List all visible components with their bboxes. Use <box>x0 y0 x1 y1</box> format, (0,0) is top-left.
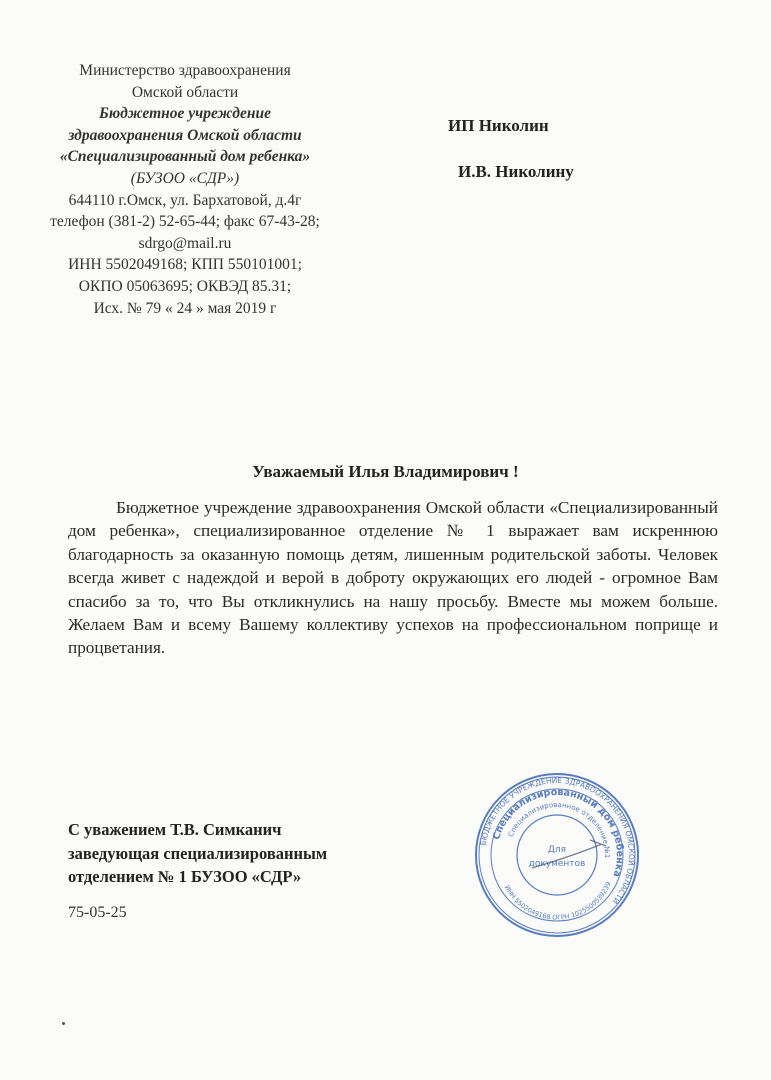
signature-line-2: заведующая специализированным <box>68 843 328 863</box>
stamp-center-line-2: документов <box>528 859 586 869</box>
sender-inn-kpp: ИНН 5502049168; КПП 550101001; <box>68 256 302 274</box>
sender-email: sdrgo@mail.ru <box>138 234 232 252</box>
ministry-line-1: Министерство здравоохранения <box>79 62 291 79</box>
letter-body: Бюджетное учреждение здравоохранения Омской области «Специализированный дом ребенка», специализированное отделение № 1 выражает вам искреннюю благодарность за оказанную помощь детям, лишенным родительской заботы. Человек всегда живет с надеждой и верой в доброту окружающих его людей - огромное Вам спасибо за то, что Вы откликнулись на нашу просьбу. Вместе мы можем больше. Желаем Вам и всему Вашему коллективу успехов на профессиональном поприще и процветания. <box>68 498 718 658</box>
institution-line-1: Бюджетное учреждение <box>99 105 271 123</box>
stamp-bottom-text: ИНН 5502049168 ОГРН 1025500539239 <box>502 880 613 922</box>
stamp-middle-text: Специализированный дом ребенка <box>491 786 626 879</box>
signature-block <box>68 818 327 889</box>
institution-line-2: здравоохранения Омской области <box>68 126 302 144</box>
sender-address: 644110 г.Омск, ул. Бархатовой, д.4г <box>68 191 302 209</box>
salutation: Уважаемый Илья Владимирович ! <box>252 462 519 481</box>
contact-phone: 75-05-25 <box>68 904 127 921</box>
stamp-outer-text: БЮДЖЕТНОЕ УЧРЕЖДЕНИЕ ЗДРАВООХРАНЕНИЯ ОМСКОЙ ОБЛАСТИ <box>478 775 637 906</box>
institution-abbr: (БУЗОО «СДР») <box>130 169 240 187</box>
sender-phone-fax: телефон (381-2) 52-65-44; факс 67-43-28; <box>50 213 320 231</box>
signature-line-3: отделением № 1 БУЗОО «СДР» <box>68 867 302 886</box>
institution-line-3: «Специализированный дом ребенка» <box>59 148 311 166</box>
signature-line-1: С уважением Т.В. Симканич <box>68 820 282 839</box>
ministry-line-2: Омской области <box>131 83 239 101</box>
outgoing-ref: Исх. № 79 « 24 » мая 2019 г <box>93 299 277 317</box>
stamp-center-line-1: Для <box>547 845 567 855</box>
stamp-inner-text: Специализированное отделение №1 <box>506 800 612 859</box>
recipient-block <box>430 116 574 182</box>
stamp-graphic <box>472 770 642 940</box>
official-stamp <box>472 770 642 940</box>
recipient-line-1: ИП Николин <box>448 116 549 135</box>
sender-block <box>30 60 340 319</box>
recipient-line-2: И.В. Николину <box>458 162 574 181</box>
sender-okpo-okved: ОКПО 05063695; ОКВЭД 85.31; <box>78 277 292 295</box>
speck <box>62 1022 65 1025</box>
